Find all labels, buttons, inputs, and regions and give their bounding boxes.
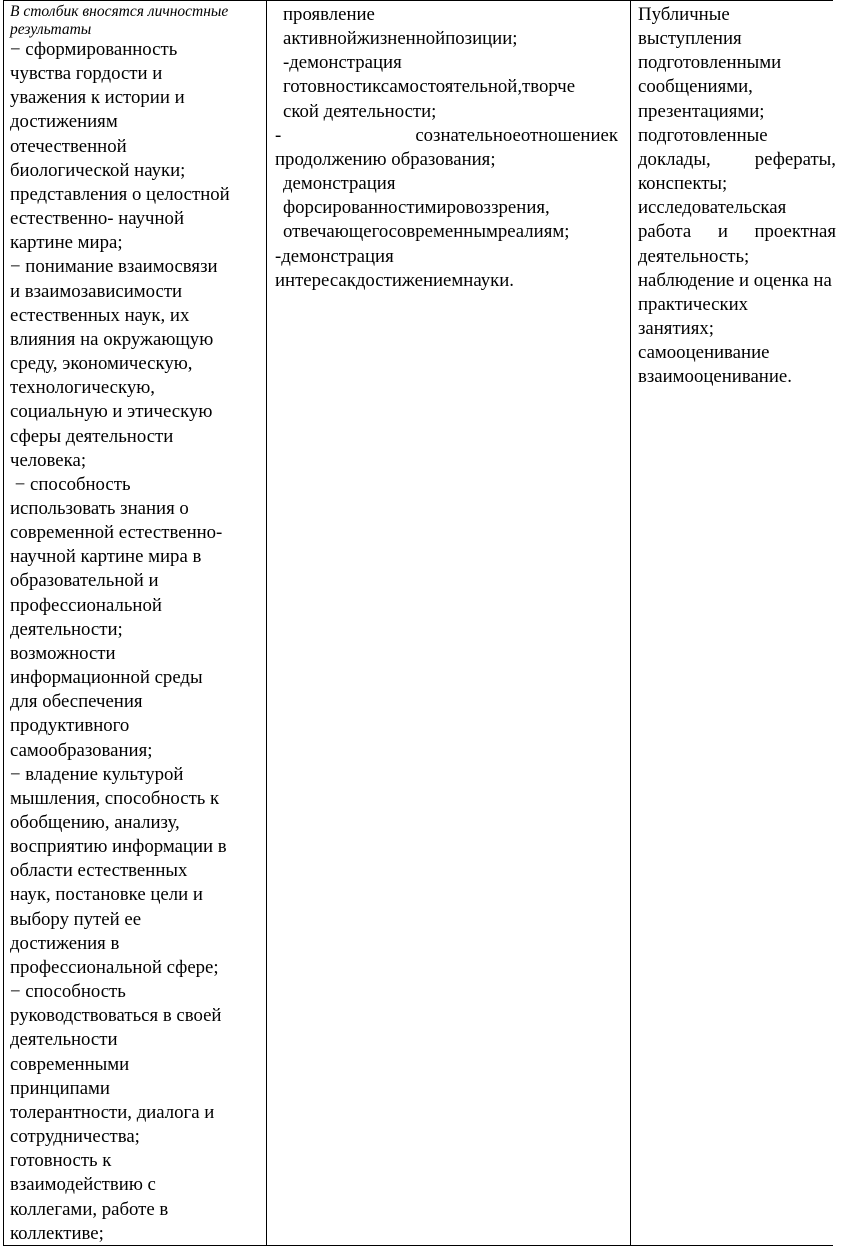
text-line: влияния на окружающую: [10, 328, 214, 350]
text-line: картине мира;: [10, 232, 123, 254]
text-line: обобщению, анализу,: [10, 812, 180, 833]
text-line: толерантности, диалога и: [10, 1101, 215, 1123]
text-line: форсированностимировоззрения,: [283, 197, 550, 219]
text-line: сообщениями,: [638, 76, 753, 98]
text-line: уважения к истории и: [10, 87, 185, 109]
text-line: мышления, способность к: [10, 787, 220, 809]
text-line: взаимооценивание.: [638, 366, 792, 388]
competency-table: [3, 0, 836, 1246]
text-line: выбору путей ее: [10, 908, 142, 930]
text-line: биологической науки;: [10, 159, 186, 181]
text-line: среду, экономическую,: [10, 353, 193, 375]
text-line: и взаимозависимости: [10, 280, 183, 302]
text-line: технологическую,: [10, 377, 155, 399]
text-line: наук, постановке цели и: [10, 884, 203, 906]
text-line: практических: [638, 293, 749, 315]
text-line: проявление: [283, 4, 375, 25]
text-line: продуктивного: [10, 715, 130, 737]
text-line: социальную и этическую: [10, 401, 213, 423]
text-line: современными: [10, 1053, 130, 1075]
text-line: ской деятельности;: [283, 100, 437, 122]
text-line: подготовленными: [638, 52, 782, 74]
text-line: достижения в: [10, 932, 120, 954]
text-fragment: проектная: [754, 221, 836, 243]
text-line: деятельности: [10, 1029, 118, 1051]
text-line: − способность: [10, 473, 131, 495]
text-line: − понимание взаимосвязи: [10, 256, 218, 278]
text-fragment: и: [717, 221, 728, 243]
dash-marker: -: [275, 124, 282, 146]
text-line: активнойжизненнойпозиции;: [283, 28, 518, 50]
column-heading: результаты: [10, 20, 92, 38]
text-fragment: доклады,: [638, 148, 711, 170]
text-line: готовность к: [10, 1150, 112, 1172]
text-line: области естественных: [10, 860, 188, 882]
text-line: научной картине мира в: [10, 546, 202, 568]
text-line: [638, 148, 836, 172]
text-line: исследовательская: [638, 197, 787, 219]
text-line: деятельности;: [10, 618, 123, 640]
text-line: -демонстрация: [275, 245, 394, 267]
text-line: образовательной и: [10, 570, 159, 592]
text-line: [275, 124, 626, 148]
text-line: демонстрация: [283, 173, 396, 195]
text-line: -демонстрация: [283, 52, 402, 74]
text-line: наблюдение и оценка на: [638, 269, 832, 291]
text-line: самооценивание: [638, 342, 770, 364]
text-line: подготовленные: [638, 124, 768, 146]
text-line: − сформированность: [10, 39, 178, 60]
text-line: интересакдостижениемнауки.: [275, 269, 514, 291]
text-line: занятиях;: [638, 318, 714, 340]
text-line: продолжению образования;: [275, 148, 496, 170]
column-heading: В столбик вносятся личностные: [10, 3, 229, 20]
text-line: готовностиксамостоятельной,творче: [283, 76, 576, 98]
text-line: достижениям: [10, 111, 118, 133]
text-line: − способность: [10, 981, 126, 1003]
text-line: естественных наук, их: [10, 304, 190, 326]
assessment-forms-column: [631, 1, 841, 1245]
text-line: информационной среды: [10, 667, 203, 689]
text-line: профессиональной сфере;: [10, 956, 219, 978]
text-line: сотрудничества;: [10, 1126, 140, 1148]
text-line: чувства гордости и: [10, 63, 163, 85]
text-line: отвечающегосовременнымреалиям;: [283, 221, 570, 243]
text-line: представления о целостной: [10, 183, 230, 205]
text-line: руководствоваться в своей: [10, 1005, 222, 1027]
text-line: коллегами, работе в: [10, 1198, 169, 1220]
demonstration-column: [267, 1, 631, 1245]
text-line: взаимодействию с: [10, 1174, 156, 1196]
text-fragment: рефераты,: [754, 148, 836, 170]
text-line: Публичные: [638, 4, 730, 25]
text-fragment: работа: [638, 221, 692, 243]
text-line: конспекты;: [638, 173, 728, 195]
text-line: − владение культурой: [10, 763, 184, 785]
text-line: деятельность;: [638, 245, 750, 267]
text-line: сферы деятельности: [10, 425, 174, 447]
text-line: использовать знания о: [10, 497, 189, 519]
text-line: восприятию информации в: [10, 836, 227, 858]
text-line: профессиональной: [10, 594, 162, 616]
text-line: коллективе;: [10, 1222, 104, 1244]
text-line: современной естественно-: [10, 522, 223, 544]
text-line: [638, 220, 836, 244]
text-line: естественно- научной: [10, 208, 184, 230]
text-line: самообразования;: [10, 739, 153, 761]
text-fragment: сознательноеотношениек: [415, 124, 618, 146]
text-line: отечественной: [10, 135, 127, 157]
personal-results-column: [4, 1, 267, 1245]
text-line: презентациями;: [638, 100, 765, 122]
text-line: для обеспечения: [10, 691, 143, 713]
text-line: человека;: [10, 449, 87, 471]
text-line: выступления: [638, 28, 742, 50]
text-line: возможности: [10, 642, 116, 664]
text-line: принципами: [10, 1077, 110, 1099]
